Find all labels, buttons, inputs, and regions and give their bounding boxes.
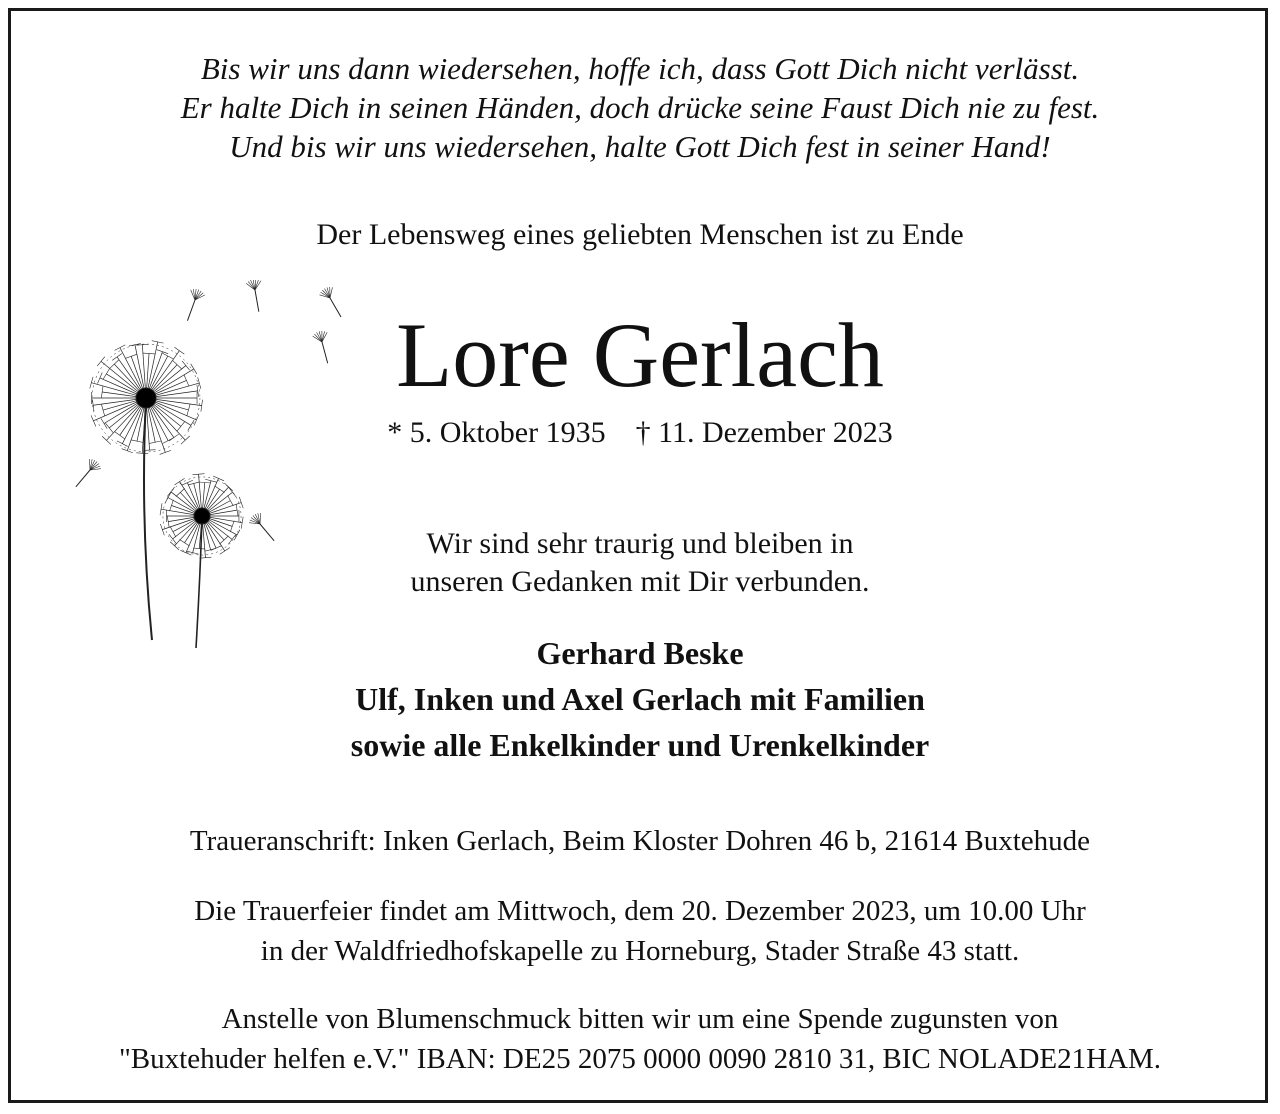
life-dates — [0, 414, 1280, 452]
mourners-line-3: sowie alle Enkelkinder und Urenkelkinder — [350, 727, 930, 763]
ceremony-line-2: in der Waldfriedhofskapelle zu Horneburg, Stader Straße 43 statt. — [260, 935, 1020, 967]
intro-text: Der Lebensweg eines geliebten Menschen ist zu Ende — [316, 218, 964, 251]
donation-line-1: Anstelle von Blumenschmuck bitten wir um eine Spende zugunsten von — [221, 1003, 1059, 1035]
death-date: † 11. Dezember 2023 — [635, 416, 893, 449]
birth-date: * 5. Oktober 1935 — [387, 416, 606, 449]
deceased-name: Lore Gerlach — [396, 304, 884, 406]
mourning-address: Traueranschrift: Inken Gerlach, Beim Kloster Dohren 46 b, 21614 Buxtehude — [189, 825, 1091, 857]
ceremony-line-1: Die Trauerfeier findet am Mittwoch, dem 20. Dezember 2023, um 10.00 Uhr — [194, 895, 1086, 927]
mourning-text-line-1: Wir sind sehr traurig und bleiben in — [426, 527, 854, 560]
verse-line-1: Bis wir uns dann wiedersehen, hoffe ich, dass Gott Dich nicht verlässt. — [200, 51, 1080, 86]
mourning-text-line-2: unseren Gedanken mit Dir verbunden. — [410, 565, 870, 598]
verse-line-3: Und bis wir uns wiedersehen, halte Gott Dich fest in seiner Hand! — [229, 129, 1051, 164]
mourners-line-2: Ulf, Inken und Axel Gerlach mit Familien — [355, 681, 925, 717]
verse-line-2: Er halte Dich in seinen Händen, doch drücke seine Faust Dich nie zu fest. — [180, 90, 1100, 125]
mourners-line-1: Gerhard Beske — [536, 635, 744, 671]
donation-line-2: "Buxtehuder helfen e.V." IBAN: DE25 2075 0000 0090 2810 31, BIC NOLADE21HAM. — [118, 1043, 1162, 1075]
